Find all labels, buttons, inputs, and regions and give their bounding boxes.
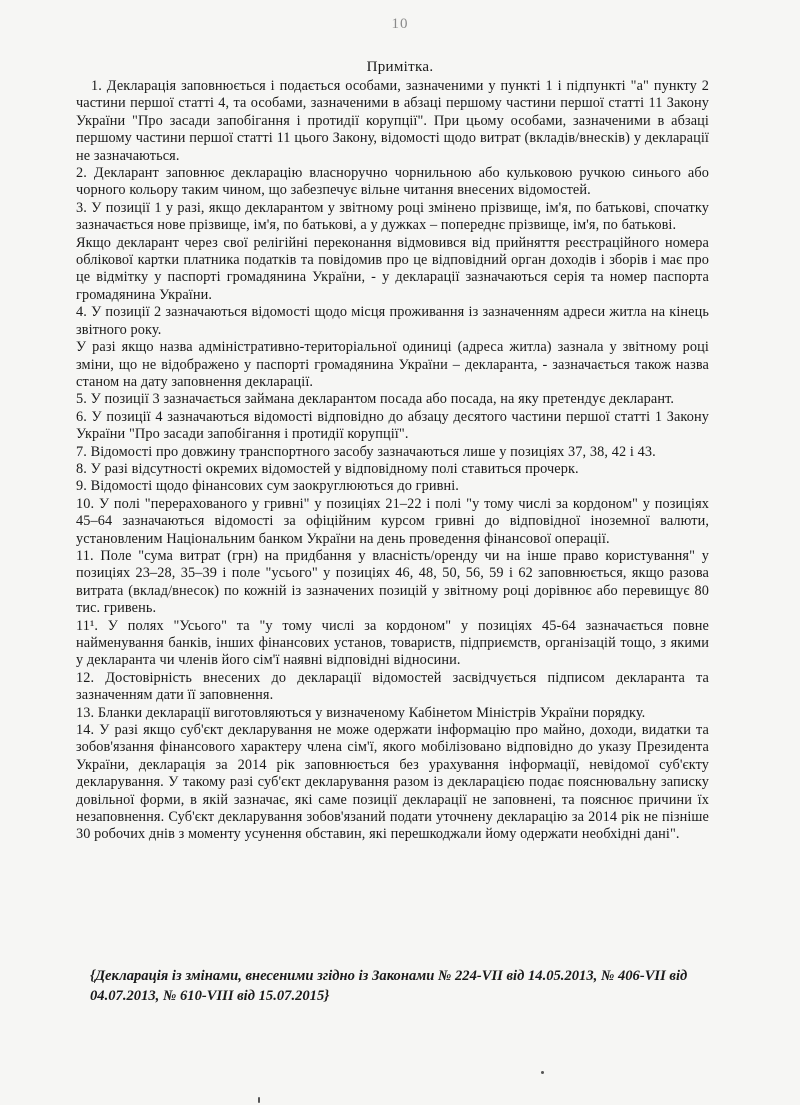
paragraph-9: 9. Відомості щодо фінансових сум заокруглюються до гривні. (76, 478, 459, 495)
paragraph-10: 10. У полі "перерахованого у гривні" у позиціях 21–22 і полі "у тому числі за кордоном" у позиціях 45–64 зазначаються відомості за офіційним курсом гривні до відповідної іноземної валюти, установленим Національним банком України на день проведення фінансової операції. (76, 495, 709, 547)
document-body (76, 78, 709, 844)
paragraph-4-address: У разі якщо назва адміністративно-територіальної одиниці (адреса житла) зазнала у звітному році зміни, що не відображено у паспорті громадянина України – декларанта, - зазначається також назва станом на дату заповнення декларації. (76, 339, 709, 390)
paragraph-11: 11. Поле "сума витрат (грн) на придбання у власність/оренду чи на інше право користування" у позиціях 23–28, 35–39 і поле "усього" у позиціях 46, 48, 50, 56, 59 і 62 заповнюється, якщо разова витрата (вклад/внесок) по кожній із зазначених позицій у звітному році дорівнює або перевищує 80 тис. гривень. (76, 547, 709, 617)
paragraph-12: 12. Достовірність внесених до декларації відомостей засвідчується підписом декларанта та зазначенням дати її заповнення. (76, 669, 709, 704)
amendments-note: {Декларація із змінами, внесеними згідно із Законами № 224-VII від 14.05.2013, № 406-VII від 04.07.2013, № 610-VIII від 15.07.2015} (90, 968, 688, 1004)
paragraph-5: 5. У позиції 3 зазначається займана декларантом посада або посада, на яку претендує декларант. (76, 391, 675, 408)
paragraph-11-1: 11¹. У полях "Усього" та "у тому числі за кордоном" у позиціях 45-64 зазначається повне найменування банків, інших фінансових установ, товариств, підприємств, організацій тощо, з якими у декларанта чи членів його сім'ї наявні відповідні відносини. (76, 617, 709, 669)
paragraph-13: 13. Бланки декларації виготовляються у визначеному Кабінетом Міністрів України порядку. (76, 704, 646, 721)
paragraph-14: 14. У разі якщо суб'єкт декларування не може одержати інформацію про майно, доходи, видатки та зобов'язання фінансового характеру члена сім'ї, якого мобілізовано відповідно до указу Президента України, декларація за 2014 рік заповнюється без урахування інформації, невідомої суб'єкту декларування. У такому разі суб'єкт декларування разом із декларацією подає пояснювальну записку довільної форми, в якій зазначає, які саме позиції декларації не заповнені, та пояснює причини їх незаповнення. Суб'єкт декларування зобов'язаний подати уточнену декларацію за 2014 рік не пізніше 30 робочих днів з моменту усунення обставин, які перешкоджали йому одержати необхідні дані". (76, 722, 709, 843)
paragraph-1: 1. Декларація заповнюється і подається особами, зазначеними у пункті 1 і підпункті "а" пункту 2 частини першої статті 4, та особами, зазначеними в абзаці першому частини першої статті 11 Закону України "Про засади запобігання і протидії корупції". При цьому особами, зазначеними в абзаці першому частини першої статті 11 цього Закону, відомості щодо витрат (вкладів/внесків) у декларації не зазначаються. (76, 78, 709, 164)
paragraph-6: 6. У позиції 4 зазначаються відомості відповідно до абзацу десятого частини першої статті 1 Закону України "Про засади запобігання і протидії корупції". (76, 408, 709, 443)
paragraph-4: 4. У позиції 2 зазначаються відомості щодо місця проживання із зазначенням адреси житла на кінець звітного року. (76, 304, 709, 338)
page-number: 10 (391, 16, 409, 32)
page-title: Примітка. (366, 59, 434, 75)
paragraph-3-passport: Якщо декларант через свої релігійні переконання відмовився від прийняття реєстраційного номера облікової картки платника податків та повідомив про це відповідний орган доходів і зборів і має про це відмітку у паспорті громадянина України, - у декларації зазначаються серія та номер паспорта громадянина України. (76, 234, 709, 303)
paragraph-8: 8. У разі відсутності окремих відомостей у відповідному полі ставиться прочерк. (76, 460, 579, 477)
paragraph-2: 2. Декларант заповнює декларацію власноручно чорнильною або кульковою ручкою синього або чорного кольору таким чином, що забезпечує вільне читання внесених відомостей. (76, 165, 709, 199)
paragraph-7: 7. Відомості про довжину транспортного засобу зазначаються лише у позиціях 37, 38, 42 і 43. (76, 443, 656, 460)
scan-speck (541, 1071, 544, 1074)
scan-speck (258, 1097, 260, 1103)
paragraph-3: 3. У позиції 1 у разі, якщо декларантом у звітному році змінено прізвище, ім'я, по батькові, спочатку зазначається нове прізвище, ім'я, по батькові, а у дужках – попереднє прізвище, ім'я, по батькові. (76, 199, 709, 234)
